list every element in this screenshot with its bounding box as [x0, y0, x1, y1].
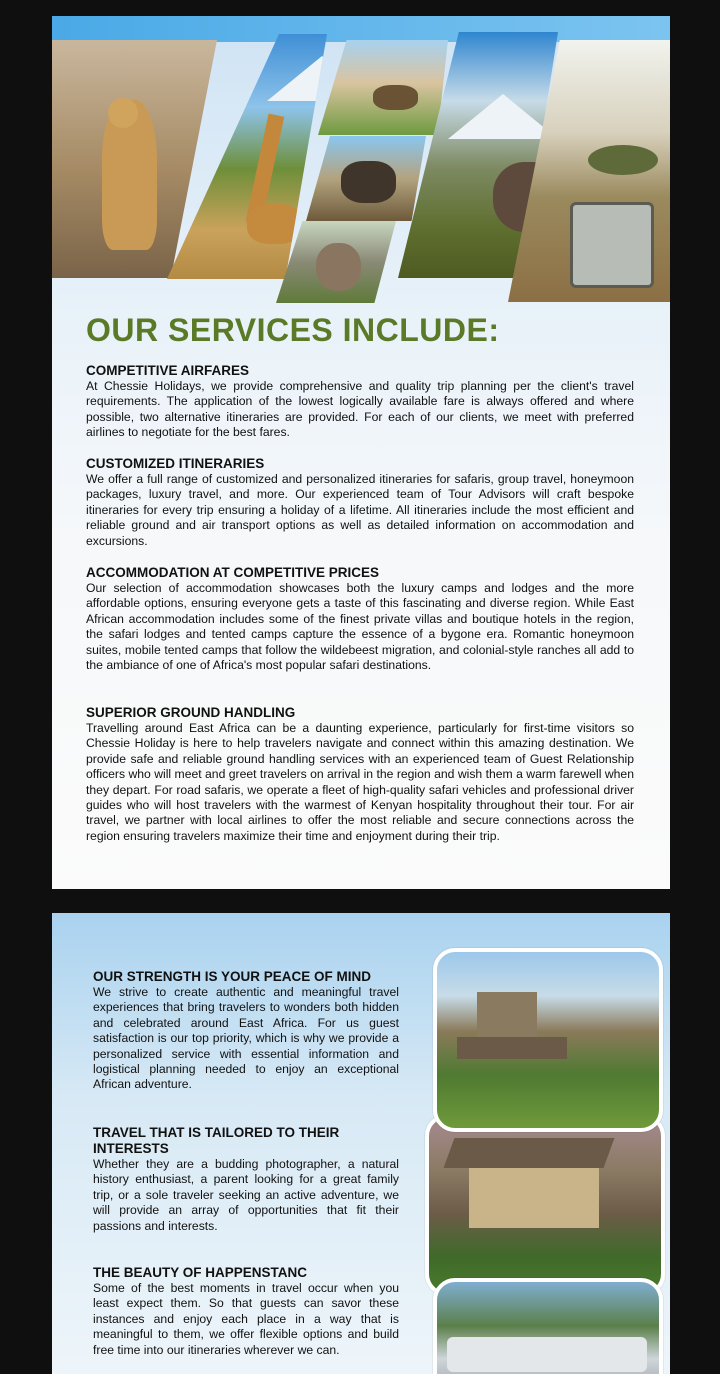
section-body: Whether they are a budding photographer, a natural history enthusiast, a parent looking for a great family trip, or a sole traveler seeking an active adventure, we will provide an array of opportunities that fit their passions and interests. — [93, 1157, 399, 1233]
vehicles-photo — [433, 1278, 663, 1374]
section-happenstance — [93, 1265, 399, 1358]
buffalo-figure — [341, 161, 396, 203]
hyena-figure — [316, 243, 361, 291]
mountain-peak — [448, 94, 558, 139]
kilimanjaro-peak — [267, 56, 327, 101]
tented-camp-photo — [425, 1114, 665, 1296]
section-body: Some of the best moments in travel occur when you least expect them. So that guests can savor these instances and enjoy each place in a way that is meaningful to them, we offer flexible options and build free time into our itineraries wherever we can. — [93, 1281, 399, 1357]
giraffe-body — [247, 204, 302, 244]
section-body: Our selection of accommodation showcases both the luxury camps and lodges and the more affordable options, ensuring everyone gets a taste of this fascinating and diverse region. While East African accommodation includes some of the finest private villas and boutique hotels in the region, the safari lodges and tented camps capture the essence of a bygone era. Romantic honeymoon suites, mobile tented camps that follow the wildebeest migration, and colonial-style ranches all add to the ambiance of one of Africa's most popular safari destinations. — [86, 581, 634, 673]
lodge-roof — [457, 1037, 567, 1059]
section-peace-of-mind — [93, 969, 399, 1093]
section-body: We offer a full range of customized and personalized itineraries for safaris, group travel, honeymoon packages, luxury travel, and more. Our experienced team of Tour Advisors will craft bespoke itineraries for every trip ensuring a holiday of a lifetime. All itineraries include the most efficient and reliable ground and air transport options as well as detailed information on accommodation and excursions. — [86, 472, 634, 548]
section-heading: SUPERIOR GROUND HANDLING — [86, 705, 296, 720]
section-accommodation — [86, 565, 634, 673]
section-ground-handling — [86, 705, 634, 844]
hyena-photo — [276, 221, 396, 303]
section-airfares — [86, 363, 634, 441]
buffalo-photo — [306, 136, 426, 221]
section-heading: OUR STRENGTH IS YOUR PEACE OF MIND — [93, 969, 372, 984]
section-itineraries — [86, 456, 634, 549]
safari-vehicle — [570, 202, 654, 288]
oryx-figure — [373, 85, 418, 110]
vehicle-row — [447, 1337, 647, 1372]
brochure-page-services — [52, 16, 670, 889]
section-tailored-travel — [93, 1125, 399, 1234]
acacia-tree — [588, 145, 658, 175]
section-body: At Chessie Holidays, we provide comprehensive and quality trip planning per the client's travel requirements. The application of the lowest logically available fare is always offered and where possible, two alternative itineraries are provided. For each of our clients, we meet with preferred airlines to negotiate for the best fares. — [86, 379, 634, 440]
cheetah-head — [108, 98, 138, 128]
tent-roof — [444, 1138, 615, 1168]
tent-structure — [469, 1168, 599, 1228]
section-heading: ACCOMMODATION AT COMPETITIVE PRICES — [86, 565, 379, 580]
services-title: OUR SERVICES INCLUDE: — [86, 312, 500, 348]
lodge-photo — [433, 948, 663, 1132]
section-heading: CUSTOMIZED ITINERARIES — [86, 456, 265, 471]
brochure-page-values — [52, 913, 670, 1374]
section-heading: TRAVEL THAT IS TAILORED TO THEIR INTERESTS — [93, 1125, 340, 1156]
section-heading: COMPETITIVE AIRFARES — [86, 363, 250, 378]
section-body: We strive to create authentic and meaningful travel experiences that bring travelers to wonders both hidden and celebrated around East Africa. For us guest satisfaction is our top priority, which is why we provide a personalized service with essential information and logistical planning needed to enjoy an exceptional African adventure. — [93, 985, 399, 1092]
oryx-photo — [318, 40, 448, 135]
section-heading: THE BEAUTY OF HAPPENSTANC — [93, 1265, 308, 1280]
sky-banner — [52, 16, 670, 42]
section-body: Travelling around East Africa can be a daunting experience, particularly for first-time visitors so Chessie Holiday is here to help travelers navigate and connect within this amazing destination. We provide safe and reliable ground handling services with an experienced team of Guest Relationship officers who will meet and greet travelers on arrival in the region and wish them a warm farewell when they depart. For road safaris, we operate a fleet of high-quality safari vehicles and professional driver guides who will host travelers with the warmest of Kenyan hospitality throughout their tour. For air travel, we partner with local airlines to offer the most reliable and secure connections across the region ensuring travelers maximize their time and enjoyment during their trip. — [86, 721, 634, 843]
